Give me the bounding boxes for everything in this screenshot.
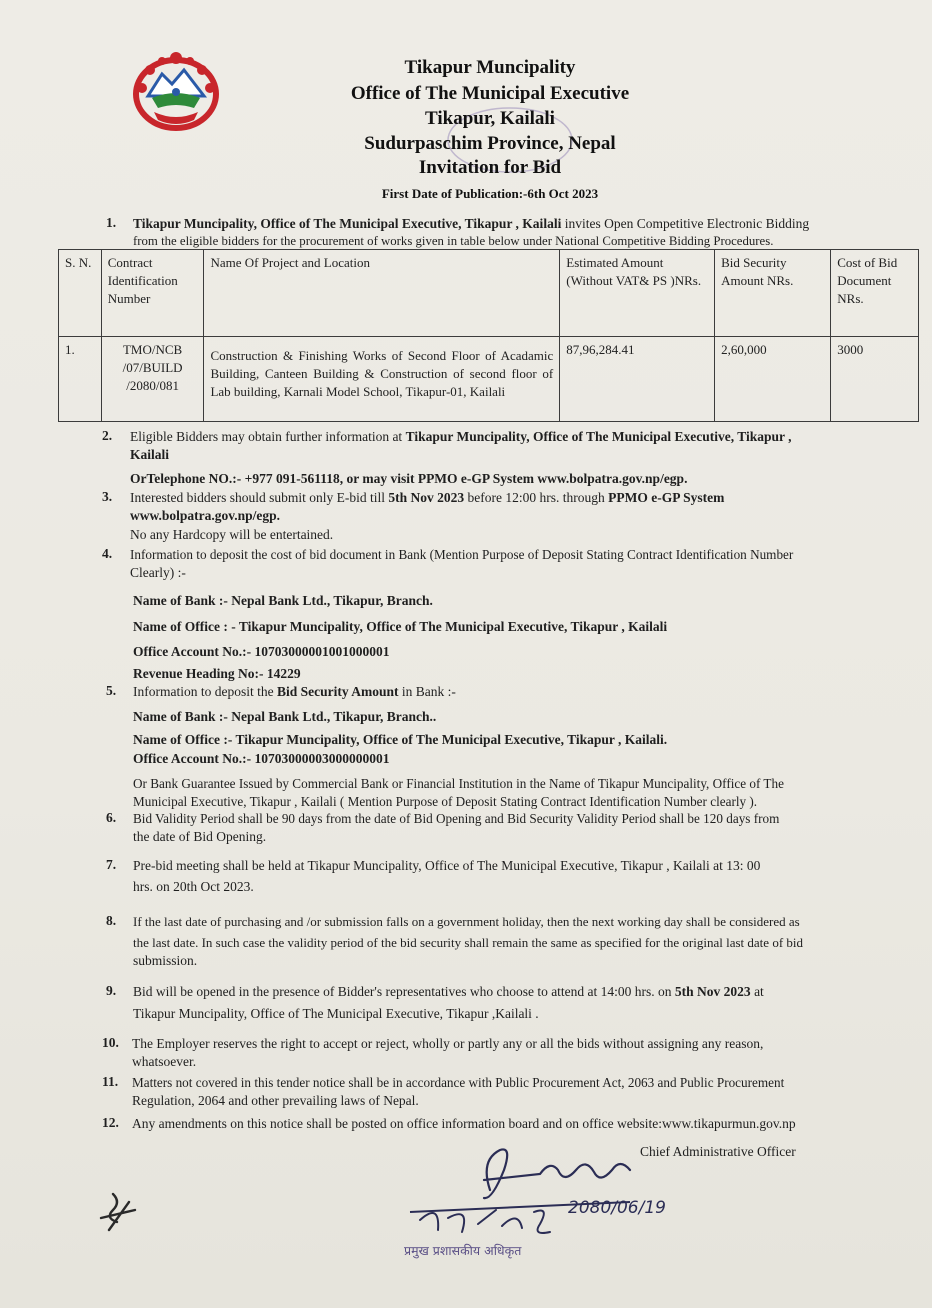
para-3-line3: No any Hardcopy will be entertained. xyxy=(130,527,334,542)
table-header-cell: S. N. xyxy=(59,250,102,337)
cell-sn: 1. xyxy=(59,337,102,422)
para-12-number: 12. xyxy=(102,1115,119,1130)
para-6-number: 6. xyxy=(106,810,117,825)
para-4-revenue: Revenue Heading No:- 14229 xyxy=(133,666,301,681)
para-7-line1: Pre-bid meeting shall be held at Tikapur Muncipality, Office of The Municipal Executive, Tikapur , Kailali at 13: 00 xyxy=(133,858,761,873)
cell-project: Construction & Finishing Works of Second Floor of Acadamic Building, Canteen Building & Construction of second floor of Lab building, Karnali Model School, Tikapur-01, Kailali xyxy=(204,337,560,422)
table-row xyxy=(59,337,919,422)
para-4-office: Name of Office : - Tikapur Muncipality, Office of The Municipal Executive, Tikapur , Kailali xyxy=(133,619,668,634)
para-4-line2: Clearly) :- xyxy=(130,565,186,580)
para-9-line1 xyxy=(133,983,923,1000)
para-1-rest: invites Open Competitive Electronic Bidding xyxy=(561,216,810,231)
province-title: Sudurpaschim Province, Nepal xyxy=(364,133,616,154)
para-2-line2: Kailali xyxy=(130,447,170,462)
para-5-line1 xyxy=(133,683,456,700)
para-10-line1: The Employer reserves the right to accept or reject, wholly or partly any or all the bids without assigning any reason, xyxy=(132,1036,764,1051)
para-5-bank: Name of Bank :- Nepal Bank Ltd., Tikapur, Branch.. xyxy=(133,709,437,724)
notice-title: Invitation for Bid xyxy=(418,157,562,178)
para-1-number: 1. xyxy=(106,215,117,230)
para-7-line2: hrs. on 20th Oct 2023. xyxy=(133,879,254,894)
table-header-cell: Contract Identification Number xyxy=(101,250,204,337)
para-5-number: 5. xyxy=(106,683,117,698)
para-8-line2: the last date. In such case the validity period of the bid security shall remain the same as specified for the original last date of bid xyxy=(133,935,804,950)
para-4-account: Office Account No.:- 10703000001001000001 xyxy=(133,644,390,659)
para-3-mid: before 12:00 hrs. through xyxy=(464,490,609,505)
para-2-line1 xyxy=(130,428,920,445)
para-8-line3: submission. xyxy=(133,953,198,968)
para-11-line1: Matters not covered in this tender notice shall be in accordance with Public Procurement Act, 2063 and Public Procurement xyxy=(132,1075,785,1090)
para-3-line2: www.bolpatra.gov.np/egp. xyxy=(130,508,281,523)
bid-table xyxy=(58,249,919,422)
table-header-row xyxy=(59,250,919,337)
table-header-cell: Cost of Bid Document NRs. xyxy=(831,250,919,337)
para-4-line1: Information to deposit the cost of bid document in Bank (Mention Purpose of Deposit Stating Contract Identification Number xyxy=(130,547,794,562)
cell-doc-cost: 3000 xyxy=(831,337,919,422)
para-9-line2: Tikapur Muncipality, Office of The Municipal Executive, Tikapur ,Kailali . xyxy=(133,1006,539,1021)
para-2-line3: OrTelephone NO.:- +977 091-561118, or may visit PPMO e-GP System www.bolpatra.gov.np/egp. xyxy=(130,471,688,486)
signature-date: 2080/06/19 xyxy=(568,1198,666,1218)
para-2-bold: Tikapur Muncipality, Office of The Municipal Executive, Tikapur , xyxy=(405,429,792,444)
para-8-number: 8. xyxy=(106,913,117,928)
para-6-line2: the date of Bid Opening. xyxy=(133,829,267,844)
para-10-number: 10. xyxy=(102,1035,119,1050)
para-3-line1 xyxy=(130,489,920,506)
table-header-cell: Estimated Amount (Without VAT& PS )NRs. xyxy=(560,250,715,337)
para-5-post: in Bank :- xyxy=(398,684,456,699)
para-9-post: at xyxy=(750,984,764,999)
location-title: Tikapur, Kailali xyxy=(425,108,555,129)
para-1-line2: from the eligible bidders for the procurement of works given in table below under National Competitive Bidding Procedures. xyxy=(133,234,774,248)
initials-signature xyxy=(95,1188,145,1238)
para-5-account: Office Account No.:- 10703000003000000001 xyxy=(133,751,390,766)
para-8-line1: If the last date of purchasing and /or submission falls on a government holiday, then the next working day shall be considered as xyxy=(133,914,800,929)
para-7-number: 7. xyxy=(106,857,117,872)
para-5-bold: Bid Security Amount xyxy=(276,684,399,699)
para-6-line1: Bid Validity Period shall be 90 days from the date of Bid Opening and Bid Security Validity Period shall be 120 days from xyxy=(133,811,780,826)
para-2-pre: Eligible Bidders may obtain further information at xyxy=(130,429,406,444)
para-11-number: 11. xyxy=(102,1074,119,1089)
para-3-number: 3. xyxy=(102,489,113,504)
para-12-line1: Any amendments on this notice shall be posted on office information board and on office website:www.tikapurmun.gov.np xyxy=(132,1116,796,1131)
cell-contract-id: TMO/NCB /07/BUILD /2080/081 xyxy=(101,337,204,422)
table-header-cell: Name Of Project and Location xyxy=(204,250,560,337)
para-5-guarantee2: Municipal Executive, Tikapur , Kailali ( Mention Purpose of Deposit Stating Contract Identification Number clearly ). xyxy=(133,794,758,809)
officer-title: Chief Administrative Officer xyxy=(640,1144,796,1159)
para-9-number: 9. xyxy=(106,983,117,998)
publication-date: First Date of Publication:-6th Oct 2023 xyxy=(381,186,599,201)
para-4-number: 4. xyxy=(102,546,113,561)
cell-bid-security: 2,60,000 xyxy=(715,337,831,422)
para-1-line1 xyxy=(133,215,923,232)
para-11-line2: Regulation, 2064 and other prevailing laws of Nepal. xyxy=(132,1093,419,1108)
para-3-system: PPMO e-GP System xyxy=(608,490,725,505)
para-5-pre: Information to deposit the xyxy=(133,684,277,699)
para-10-line2: whatsoever. xyxy=(132,1054,197,1069)
para-4-bank: Name of Bank :- Nepal Bank Ltd., Tikapur, Branch. xyxy=(133,593,433,608)
municipality-title: Tikapur Muncipality xyxy=(404,57,576,78)
para-1-bold: Tikapur Muncipality, Office of The Municipal Executive, Tikapur , Kailali xyxy=(133,216,562,231)
para-2-number: 2. xyxy=(102,428,113,443)
nepali-officer-stamp: प्रमुख प्रशासकीय अधिकृत xyxy=(404,1243,522,1258)
para-9-pre: Bid will be opened in the presence of Bidder's representatives who choose to attend at 14:00 hrs. on xyxy=(133,984,675,999)
table-header-cell: Bid Security Amount NRs. xyxy=(715,250,831,337)
para-3-pre: Interested bidders should submit only E-bid till xyxy=(130,490,389,505)
para-9-date: 5th Nov 2023 xyxy=(674,984,751,999)
office-title: Office of The Municipal Executive xyxy=(350,83,630,104)
para-5-office: Name of Office :- Tikapur Muncipality, Office of The Municipal Executive, Tikapur , Kailali. xyxy=(133,732,668,747)
para-5-guarantee1: Or Bank Guarantee Issued by Commercial Bank or Financial Institution in the Name of Tikapur Muncipality, Office of The xyxy=(133,776,784,791)
nepal-emblem-logo xyxy=(128,48,224,136)
cell-estimated-amount: 87,96,284.41 xyxy=(560,337,715,422)
para-3-date: 5th Nov 2023 xyxy=(388,490,465,505)
